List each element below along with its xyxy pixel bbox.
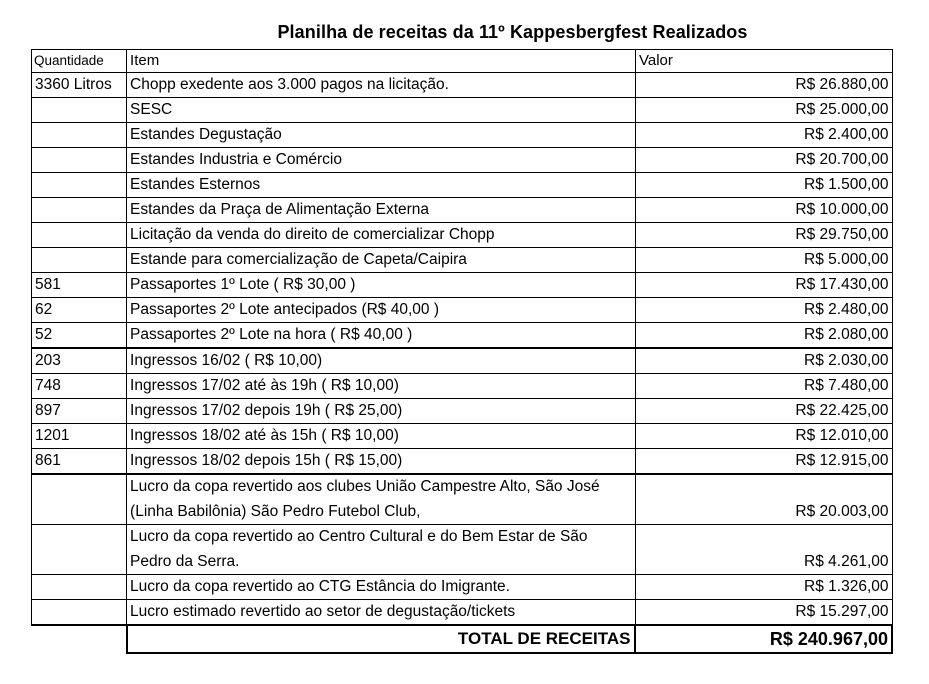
- header-item[interactable]: Item: [127, 50, 636, 73]
- quantity-cell[interactable]: 1201: [32, 424, 127, 449]
- item-cell[interactable]: Estandes Industria e Comércio: [127, 148, 636, 173]
- quantity-cell[interactable]: 3360 Litros: [32, 73, 127, 98]
- quantity-cell[interactable]: [32, 248, 127, 273]
- table-row: [32, 323, 893, 349]
- value-cell[interactable]: R$ 4.261,00: [635, 525, 892, 575]
- value-cell[interactable]: R$ 10.000,00: [635, 198, 892, 223]
- table-row: [32, 348, 893, 374]
- value-cell[interactable]: R$ 2.480,00: [635, 298, 892, 323]
- quantity-cell[interactable]: [32, 98, 127, 123]
- quantity-cell[interactable]: 748: [32, 374, 127, 399]
- table-row: [32, 575, 893, 600]
- item-cell[interactable]: Estandes da Praça de Alimentação Externa: [127, 198, 636, 223]
- value-cell[interactable]: R$ 22.425,00: [635, 399, 892, 424]
- table-row: [32, 73, 893, 98]
- quantity-cell[interactable]: 203: [32, 348, 127, 374]
- item-cell[interactable]: SESC: [127, 98, 636, 123]
- quantity-cell[interactable]: [32, 600, 127, 626]
- total-spacer: [32, 625, 127, 653]
- quantity-cell[interactable]: [32, 198, 127, 223]
- value-cell[interactable]: R$ 17.430,00: [635, 273, 892, 298]
- item-cell[interactable]: Lucro da copa revertido ao CTG Estância do Imigrante.: [127, 575, 636, 600]
- value-cell[interactable]: R$ 2.400,00: [635, 123, 892, 148]
- item-cell[interactable]: Estandes Degustação: [127, 123, 636, 148]
- quantity-cell[interactable]: 897: [32, 399, 127, 424]
- value-cell[interactable]: R$ 1.326,00: [635, 575, 892, 600]
- value-cell[interactable]: R$ 12.010,00: [635, 424, 892, 449]
- item-cell[interactable]: Estande para comercialização de Capeta/Caipira: [127, 248, 636, 273]
- total-label[interactable]: TOTAL DE RECEITAS: [127, 625, 636, 653]
- table-row: [32, 198, 893, 223]
- value-cell[interactable]: R$ 25.000,00: [635, 98, 892, 123]
- quantity-cell[interactable]: [32, 525, 127, 575]
- quantity-cell[interactable]: [32, 474, 127, 525]
- item-cell[interactable]: Lucro estimado revertido ao setor de degustação/tickets: [127, 600, 636, 626]
- header-row: [32, 50, 893, 73]
- value-cell[interactable]: R$ 29.750,00: [635, 223, 892, 248]
- table-row: [32, 449, 893, 475]
- revenue-table: [31, 49, 893, 654]
- table-row: [32, 148, 893, 173]
- value-cell[interactable]: R$ 2.030,00: [635, 348, 892, 374]
- item-cell[interactable]: Passaportes 2º Lote antecipados (R$ 40,00 ): [127, 298, 636, 323]
- quantity-cell[interactable]: 52: [32, 323, 127, 349]
- value-cell[interactable]: R$ 20.700,00: [635, 148, 892, 173]
- table-row: [32, 424, 893, 449]
- item-cell[interactable]: Ingressos 16/02 ( R$ 10,00): [127, 348, 636, 374]
- table-row: [32, 123, 893, 148]
- item-cell[interactable]: Chopp exedente aos 3.000 pagos na licitação.: [127, 73, 636, 98]
- table-row: [32, 273, 893, 298]
- quantity-cell[interactable]: 861: [32, 449, 127, 475]
- table-row: [32, 173, 893, 198]
- quantity-cell[interactable]: [32, 173, 127, 198]
- value-cell[interactable]: R$ 12.915,00: [635, 449, 892, 475]
- value-cell[interactable]: R$ 15.297,00: [635, 600, 892, 626]
- item-cell[interactable]: Licitação da venda do direito de comercializar Chopp: [127, 223, 636, 248]
- item-cell[interactable]: Ingressos 17/02 até às 19h ( R$ 10,00): [127, 374, 636, 399]
- item-cell[interactable]: Ingressos 18/02 até às 15h ( R$ 10,00): [127, 424, 636, 449]
- value-cell[interactable]: R$ 2.080,00: [635, 323, 892, 349]
- table-row: [32, 600, 893, 626]
- table-row: [32, 399, 893, 424]
- value-cell[interactable]: R$ 7.480,00: [635, 374, 892, 399]
- quantity-cell[interactable]: 62: [32, 298, 127, 323]
- value-cell[interactable]: R$ 20.003,00: [635, 474, 892, 525]
- value-cell[interactable]: R$ 5.000,00: [635, 248, 892, 273]
- header-quantity[interactable]: Quantidade: [32, 50, 127, 73]
- item-cell[interactable]: Ingressos 17/02 depois 19h ( R$ 25,00): [127, 399, 636, 424]
- item-cell[interactable]: Lucro da copa revertido ao Centro Cultural e do Bem Estar de São Pedro da Serra.: [127, 525, 636, 575]
- table-row: [32, 374, 893, 399]
- table-row: [32, 525, 893, 575]
- item-cell[interactable]: Passaportes 2º Lote na hora ( R$ 40,00 ): [127, 323, 636, 349]
- quantity-cell[interactable]: [32, 123, 127, 148]
- total-value[interactable]: R$ 240.967,00: [635, 625, 892, 653]
- table-row: [32, 248, 893, 273]
- table-row: [32, 298, 893, 323]
- header-value[interactable]: Valor: [635, 50, 892, 73]
- quantity-cell[interactable]: [32, 223, 127, 248]
- sheet-title: Planilha de receitas da 11º Kappesbergfest Realizados: [277, 22, 748, 42]
- total-row: [32, 625, 893, 653]
- item-cell[interactable]: Ingressos 18/02 depois 15h ( R$ 15,00): [127, 449, 636, 475]
- item-cell[interactable]: Estandes Esternos: [127, 173, 636, 198]
- table-row: [32, 223, 893, 248]
- quantity-cell[interactable]: [32, 575, 127, 600]
- value-cell[interactable]: R$ 1.500,00: [635, 173, 892, 198]
- quantity-cell[interactable]: 581: [32, 273, 127, 298]
- item-cell[interactable]: Passaportes 1º Lote ( R$ 30,00 ): [127, 273, 636, 298]
- table-row: [32, 474, 893, 525]
- value-cell[interactable]: R$ 26.880,00: [635, 73, 892, 98]
- table-row: [32, 98, 893, 123]
- item-cell[interactable]: Lucro da copa revertido aos clubes União Campestre Alto, São José (Linha Babilônia) São Pedro Futebol Club,: [127, 474, 636, 525]
- quantity-cell[interactable]: [32, 148, 127, 173]
